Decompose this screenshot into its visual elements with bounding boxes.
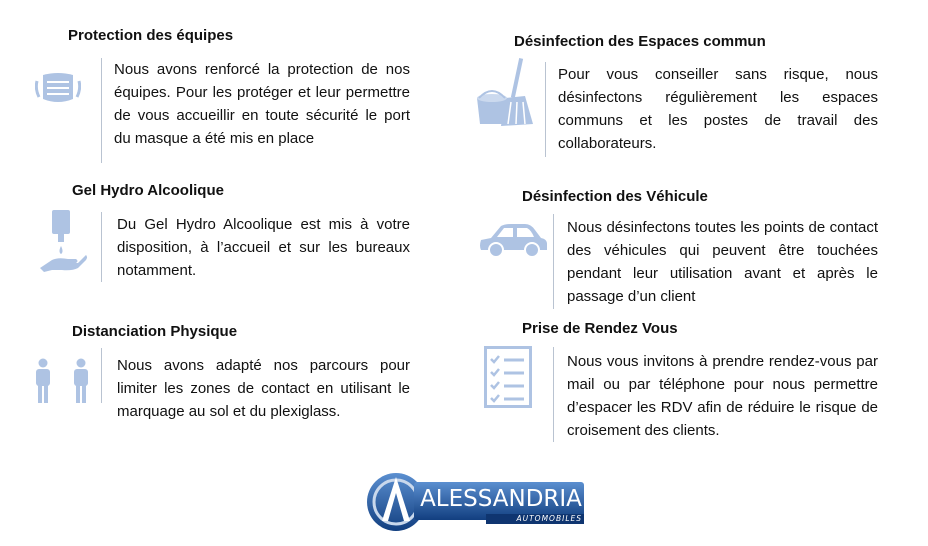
car-icon — [477, 222, 549, 258]
divider — [553, 214, 554, 309]
section-title-gel: Gel Hydro Alcoolique — [72, 182, 224, 199]
section-text-espaces: Pour vous conseiller sans risque, nous désinfectons régulièrement les espaces communs et les postes de travail des collaborateurs. — [558, 66, 878, 152]
divider — [545, 62, 546, 157]
logo-brand-text: ALESSANDRIA — [420, 486, 582, 512]
section-title-vehicule: Désinfection des Véhicule — [522, 188, 708, 205]
divider — [101, 212, 102, 282]
checklist-icon — [484, 346, 532, 408]
section-text-rdv: Nous vous invitons à prendre rendez-vous par mail ou par téléphone pour nous permettre d’espacer les RDV afin de réduire le risque de croisement des clients. — [567, 353, 878, 439]
section-text-distance: Nous avons adapté nos parcours pour limiter les zones de contact en utilisant le marquage au sol et du plexiglass. — [117, 357, 410, 420]
section-title-protection: Protection des équipes — [68, 27, 234, 44]
divider — [101, 348, 102, 403]
section-title-espaces: Désinfection des Espaces commun — [514, 33, 766, 50]
divider — [101, 58, 102, 163]
divider — [553, 347, 554, 442]
section-text-protection: Nous avons renforcé la protection de nos équipes. Pour les protéger et leur permettre de vous accueillir en toute sécurité le port du masque a été mis en place — [114, 61, 410, 147]
section-title-rdv: Prise de Rendez Vous — [522, 320, 678, 337]
mask-icon — [35, 71, 81, 107]
people-distance-icon — [32, 358, 94, 404]
section-text-vehicule: Nous désinfectons toutes les points de contact des véhicules qui peuvent être touchées pendant leur utilisation avant et après le passage d’un client — [567, 219, 878, 305]
section-text-gel: Du Gel Hydro Alcoolique est mis à votre disposition, à l’accueil et sur les bureaux notamment. — [117, 216, 410, 279]
logo-subtitle-text: AUTOMOBILES — [516, 514, 582, 523]
bucket-broom-icon — [475, 58, 537, 128]
alessandria-logo — [366, 471, 586, 533]
section-title-distance: Distanciation Physique — [72, 323, 238, 340]
sanitizer-icon — [38, 210, 88, 272]
